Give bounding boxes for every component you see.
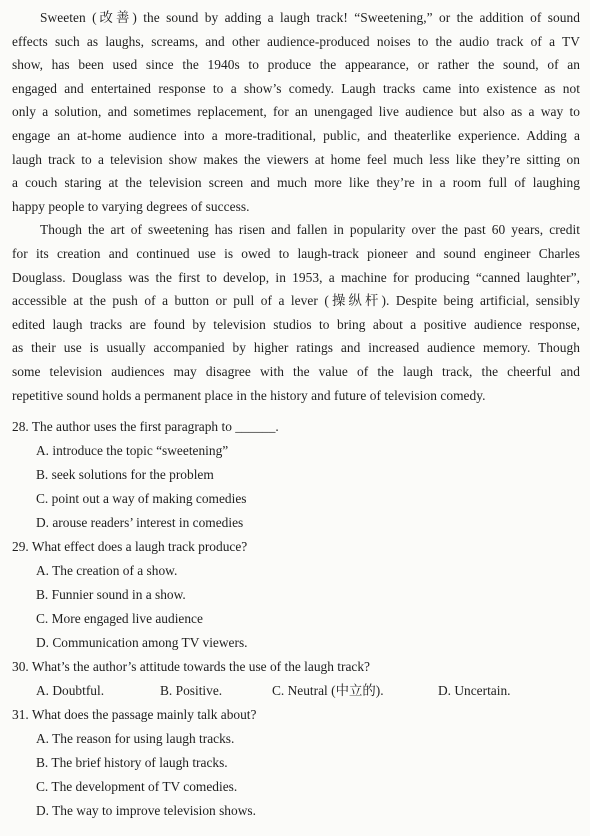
passage-line: happy people to varying degrees of success. — [12, 198, 250, 214]
option-b[interactable]: B. Funnier sound in a show. — [36, 587, 186, 603]
passage-line: only a solution, and sometimes replacement, for an unengaged live audience but also as a way to — [12, 104, 580, 120]
passage-line: Though the art of sweetening has risen and fallen in popularity over the past 60 years, credit — [40, 222, 580, 238]
option-a[interactable]: A. introduce the topic “sweetening” — [36, 443, 229, 459]
passage-line: edited laugh tracks are found by television studios to bring about a positive audience response, — [12, 316, 580, 332]
passage-line: Sweeten (改善) the sound by adding a laugh track! “Sweetening,” or the addition of sound — [40, 10, 580, 25]
option-a[interactable]: A. The creation of a show. — [36, 563, 178, 579]
passage-line: Douglass. Douglass was the first to develop, in 1953, a machine for producing “canned laughter”, — [12, 269, 580, 285]
option-b[interactable]: B. Positive. — [160, 683, 223, 699]
passage-line: some television audiences may disagree with the value of the laugh track, the cheerful and — [12, 363, 580, 379]
question-31 — [12, 703, 580, 823]
question-stem: 28. The author uses the first paragraph to ______. — [12, 419, 279, 435]
option-c[interactable]: C. The development of TV comedies. — [36, 779, 238, 795]
question-28 — [12, 415, 580, 535]
passage-line: for its creation and continued use is owed to laugh-track pioneer and sound engineer Charles — [12, 245, 580, 261]
passage-line: a couch staring at the television screen and much more like they’re in a room full of laughing — [12, 175, 580, 191]
question-stem: 29. What effect does a laugh track produce? — [12, 539, 248, 555]
option-a[interactable]: A. The reason for using laugh tracks. — [36, 731, 235, 747]
passage-line: laugh track to a television show makes the viewers at home feel much less like they’re sitting on — [12, 151, 580, 167]
passage-paragraph-2 — [12, 218, 580, 407]
question-stem: 30. What’s the author’s attitude towards the use of the laugh track? — [12, 659, 370, 675]
option-row — [12, 679, 580, 703]
passage-line: engaged and entertained response to a show’s comedy. Laugh tracks came into existence as not — [12, 80, 580, 96]
option-d[interactable]: D. arouse readers’ interest in comedies — [36, 515, 244, 531]
option-a[interactable]: A. Doubtful. — [36, 683, 105, 699]
option-d[interactable]: D. Communication among TV viewers. — [36, 635, 248, 651]
passage-line: accessible at the push of a button or pull of a lever (操纵杆). Despite being artificial, sensibly — [12, 293, 580, 309]
question-30 — [12, 655, 580, 703]
passage-line: repetitive sound holds a permanent place in the history and future of television comedy. — [12, 387, 486, 403]
passage-line: effects such as laughs, screams, and other audience-produced noises to the audio track of a TV — [12, 33, 580, 49]
question-stem: 31. What does the passage mainly talk about? — [12, 707, 257, 723]
passage-line: engage an at-home audience into a more-traditional, public, and theaterlike experience. Adding a — [12, 127, 580, 143]
passage-paragraph-1 — [12, 6, 580, 218]
passage-line: as their use is usually accompanied by higher ratings and increased audience memory. Though — [12, 340, 580, 356]
question-29 — [12, 535, 580, 655]
passage-line: show, has been used since the 1940s to produce the appearance, or rather the sound, of an — [12, 57, 580, 73]
option-d[interactable]: D. The way to improve television shows. — [36, 803, 256, 819]
option-c[interactable]: C. More engaged live audience — [36, 611, 203, 627]
option-b[interactable]: B. The brief history of laugh tracks. — [36, 755, 228, 771]
option-b[interactable]: B. seek solutions for the problem — [36, 467, 214, 483]
option-c[interactable]: C. point out a way of making comedies — [36, 491, 247, 507]
option-c[interactable]: C. Neutral (中立的). — [272, 683, 384, 699]
option-d[interactable]: D. Uncertain. — [438, 683, 511, 699]
